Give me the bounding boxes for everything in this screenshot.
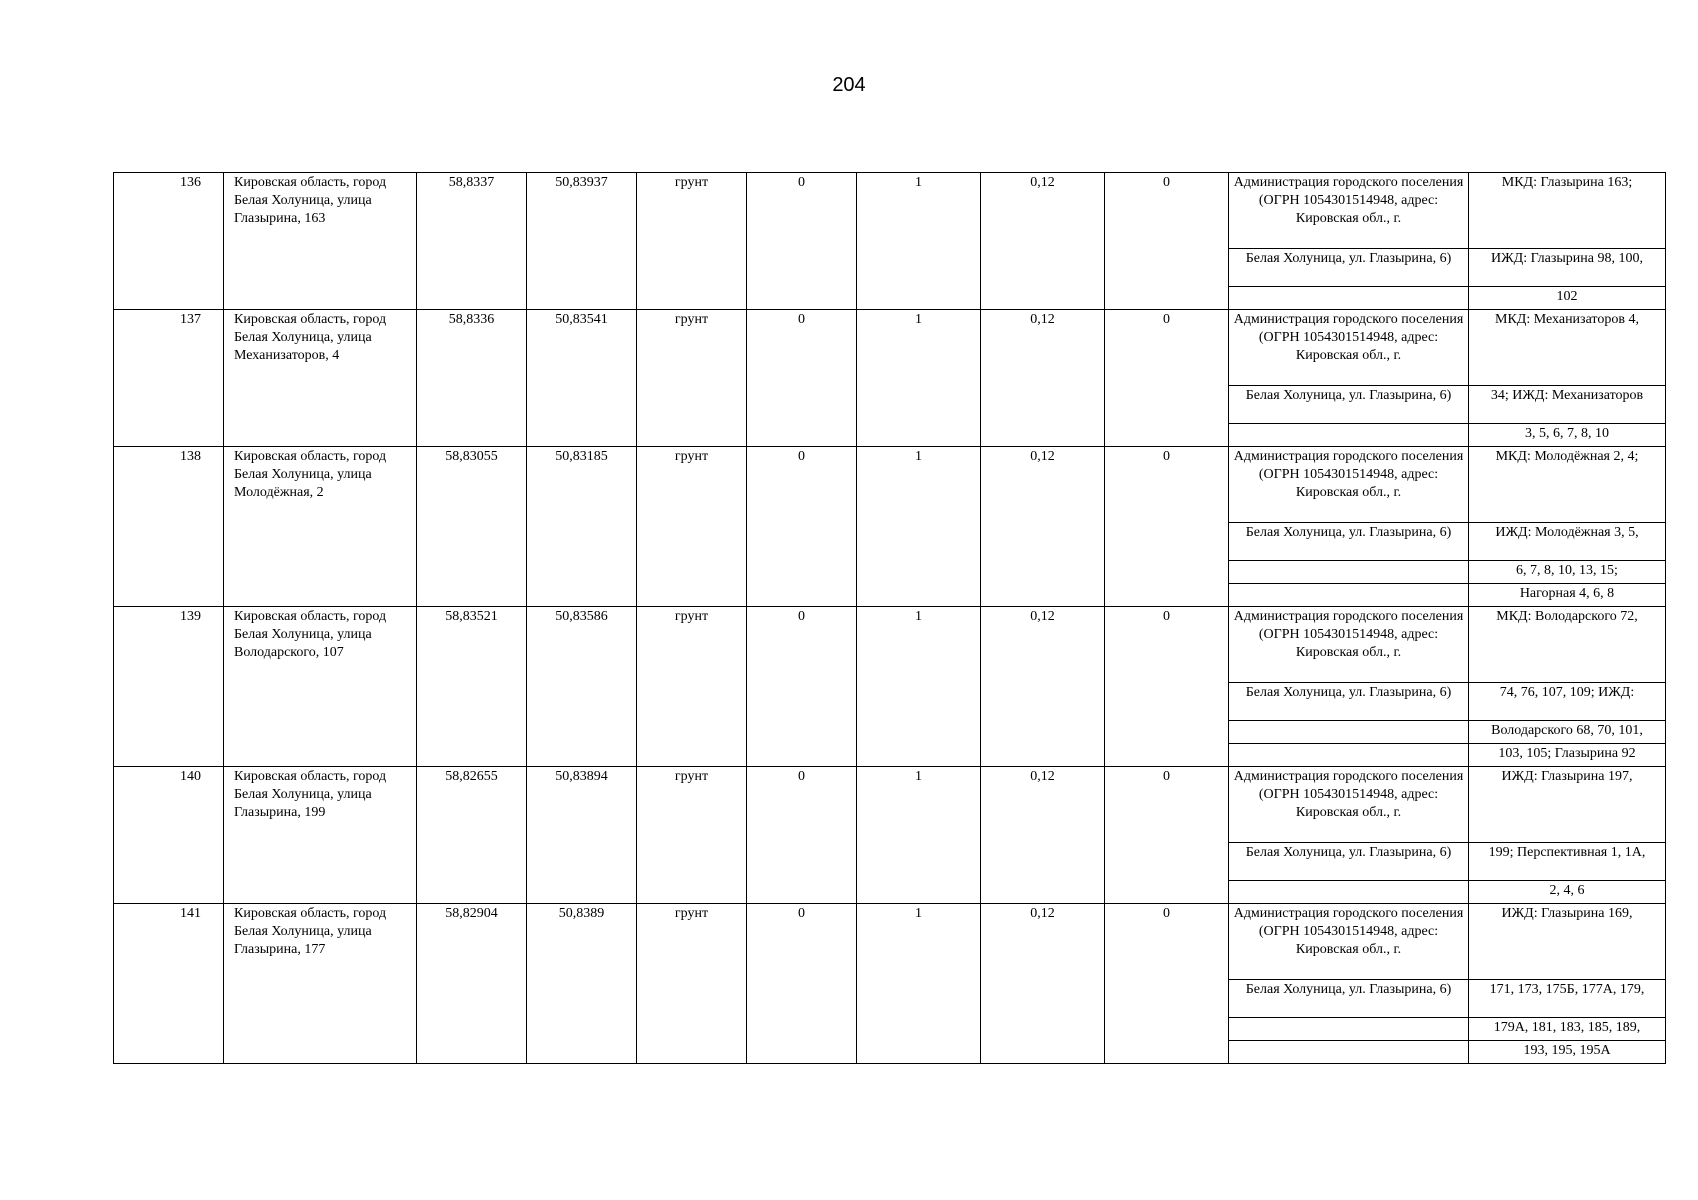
cell-owner: Белая Холуница, ул. Глазырина, 6) [1229, 843, 1469, 881]
cell-col8: 0,12 [981, 447, 1105, 607]
cell-served-objects: ИЖД: Глазырина 197, [1469, 767, 1666, 843]
cell-served-objects: 199; Перспективная 1, 1А, [1469, 843, 1666, 881]
cell-number: 139 [114, 607, 224, 767]
cell-number: 136 [114, 173, 224, 310]
cell-col6: 0 [747, 607, 857, 767]
cell-col9: 0 [1105, 173, 1229, 310]
cell-served-objects: МКД: Молодёжная 2, 4; [1469, 447, 1666, 523]
cell-col6: 0 [747, 767, 857, 904]
cell-longitude: 50,8389 [527, 904, 637, 1064]
cell-col7: 1 [857, 767, 981, 904]
cell-longitude: 50,83541 [527, 310, 637, 447]
cell-surface: грунт [637, 767, 747, 904]
cell-served-objects: 2, 4, 6 [1469, 881, 1666, 904]
cell-served-objects: ИЖД: Молодёжная 3, 5, [1469, 523, 1666, 561]
cell-served-objects: 74, 76, 107, 109; ИЖД: [1469, 683, 1666, 721]
table-row [114, 310, 1666, 386]
cell-served-objects: 3, 5, 6, 7, 8, 10 [1469, 424, 1666, 447]
cell-served-objects: ИЖД: Глазырина 169, [1469, 904, 1666, 980]
cell-latitude: 58,83521 [417, 607, 527, 767]
cell-owner: Администрация городского поселения (ОГРН 1054301514948, адрес: Кировская обл., г. [1229, 310, 1469, 386]
cell-address: Кировская область, город Белая Холуница, улица Механизаторов, 4 [224, 310, 417, 447]
table-row [114, 767, 1666, 843]
cell-latitude: 58,8337 [417, 173, 527, 310]
cell-owner: Белая Холуница, ул. Глазырина, 6) [1229, 683, 1469, 721]
cell-owner [1229, 424, 1469, 447]
cell-owner [1229, 1018, 1469, 1041]
cell-surface: грунт [637, 447, 747, 607]
cell-served-objects: Володарского 68, 70, 101, [1469, 721, 1666, 744]
cell-latitude: 58,82655 [417, 767, 527, 904]
cell-served-objects: 103, 105; Глазырина 92 [1469, 744, 1666, 767]
cell-col8: 0,12 [981, 173, 1105, 310]
cell-col8: 0,12 [981, 767, 1105, 904]
cell-served-objects: МКД: Механизаторов 4, [1469, 310, 1666, 386]
registry-table [113, 172, 1666, 1064]
cell-surface: грунт [637, 904, 747, 1064]
cell-address: Кировская область, город Белая Холуница, улица Глазырина, 163 [224, 173, 417, 310]
cell-longitude: 50,83937 [527, 173, 637, 310]
cell-owner [1229, 561, 1469, 584]
cell-col7: 1 [857, 447, 981, 607]
cell-col9: 0 [1105, 607, 1229, 767]
cell-longitude: 50,83586 [527, 607, 637, 767]
cell-served-objects: 6, 7, 8, 10, 13, 15; [1469, 561, 1666, 584]
cell-col7: 1 [857, 904, 981, 1064]
cell-owner [1229, 881, 1469, 904]
cell-owner [1229, 584, 1469, 607]
cell-owner [1229, 1041, 1469, 1064]
cell-served-objects: 102 [1469, 287, 1666, 310]
cell-owner [1229, 721, 1469, 744]
cell-owner: Администрация городского поселения (ОГРН 1054301514948, адрес: Кировская обл., г. [1229, 767, 1469, 843]
cell-surface: грунт [637, 310, 747, 447]
cell-col9: 0 [1105, 904, 1229, 1064]
table-row [114, 607, 1666, 683]
cell-owner: Белая Холуница, ул. Глазырина, 6) [1229, 523, 1469, 561]
table-row [114, 447, 1666, 523]
table-row [114, 173, 1666, 249]
cell-surface: грунт [637, 607, 747, 767]
cell-served-objects: 34; ИЖД: Механизаторов [1469, 386, 1666, 424]
cell-col9: 0 [1105, 310, 1229, 447]
cell-address: Кировская область, город Белая Холуница, улица Глазырина, 177 [224, 904, 417, 1064]
cell-owner [1229, 744, 1469, 767]
cell-col6: 0 [747, 447, 857, 607]
cell-col7: 1 [857, 310, 981, 447]
cell-longitude: 50,83185 [527, 447, 637, 607]
cell-col6: 0 [747, 310, 857, 447]
cell-owner: Администрация городского поселения (ОГРН 1054301514948, адрес: Кировская обл., г. [1229, 904, 1469, 980]
cell-owner: Администрация городского поселения (ОГРН 1054301514948, адрес: Кировская обл., г. [1229, 607, 1469, 683]
cell-address: Кировская область, город Белая Холуница, улица Глазырина, 199 [224, 767, 417, 904]
cell-number: 138 [114, 447, 224, 607]
cell-number: 141 [114, 904, 224, 1064]
cell-latitude: 58,82904 [417, 904, 527, 1064]
cell-col8: 0,12 [981, 904, 1105, 1064]
cell-address: Кировская область, город Белая Холуница, улица Володарского, 107 [224, 607, 417, 767]
cell-served-objects: Нагорная 4, 6, 8 [1469, 584, 1666, 607]
cell-latitude: 58,8336 [417, 310, 527, 447]
cell-owner: Администрация городского поселения (ОГРН 1054301514948, адрес: Кировская обл., г. [1229, 173, 1469, 249]
cell-number: 140 [114, 767, 224, 904]
cell-served-objects: 193, 195, 195А [1469, 1041, 1666, 1064]
cell-owner: Белая Холуница, ул. Глазырина, 6) [1229, 386, 1469, 424]
cell-served-objects: 179А, 181, 183, 185, 189, [1469, 1018, 1666, 1041]
cell-served-objects: ИЖД: Глазырина 98, 100, [1469, 249, 1666, 287]
cell-col9: 0 [1105, 447, 1229, 607]
cell-served-objects: МКД: Глазырина 163; [1469, 173, 1666, 249]
page-number: 204 [832, 74, 866, 96]
cell-owner: Белая Холуница, ул. Глазырина, 6) [1229, 980, 1469, 1018]
cell-longitude: 50,83894 [527, 767, 637, 904]
cell-address: Кировская область, город Белая Холуница, улица Молодёжная, 2 [224, 447, 417, 607]
cell-owner [1229, 287, 1469, 310]
cell-col6: 0 [747, 904, 857, 1064]
cell-col6: 0 [747, 173, 857, 310]
table-row [114, 904, 1666, 980]
cell-col8: 0,12 [981, 310, 1105, 447]
cell-col7: 1 [857, 607, 981, 767]
cell-owner: Администрация городского поселения (ОГРН 1054301514948, адрес: Кировская обл., г. [1229, 447, 1469, 523]
cell-col9: 0 [1105, 767, 1229, 904]
cell-col7: 1 [857, 173, 981, 310]
cell-surface: грунт [637, 173, 747, 310]
cell-owner: Белая Холуница, ул. Глазырина, 6) [1229, 249, 1469, 287]
cell-number: 137 [114, 310, 224, 447]
cell-served-objects: МКД: Володарского 72, [1469, 607, 1666, 683]
cell-latitude: 58,83055 [417, 447, 527, 607]
cell-col8: 0,12 [981, 607, 1105, 767]
cell-served-objects: 171, 173, 175Б, 177А, 179, [1469, 980, 1666, 1018]
